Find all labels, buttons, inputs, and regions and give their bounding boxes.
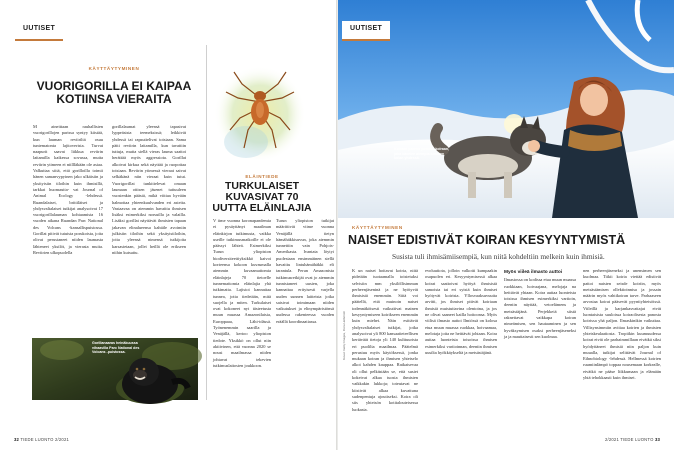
article-subhead: Myös viileä ilmasto auttoi [504,270,563,275]
article-column-1 [33,124,103,336]
section-label: UUTISET [342,21,390,41]
column-divider [206,45,207,400]
article-body-text: gorillalaumat yleensä tapasivat lyppeäsista teemeksissä; leikkivät yhdessä tai rapsuttelivat toisiaan. Sama pätti reviirin laitamilla, kun tavattiin tuttuja, mutta siellä vieras lauma saattoi herättää myös aggressiota. Gorillat alkoivat kirkua sekä näyttää ja ruopottaa toisiaan. Reviirin ytimessä vieraat saivat selkäkänä niin vieraat kuin tutut. Vuorigorillat tunkittelevat omaan laumaan ottisen jäsenet tuttuuleen vuosienkin päästä, mikä viittaa hyvään halmottaa yhteenkuulvunden eri asteita. Vastaavaa on aiemmin havaittu ihmisen lisäksi esimerkiksi norsuilla ja valailla. Lisäksi gorillat näyttävät ihmisten tapaan jakavan elinalueensa kahtäle avoimiin julkisiin tiloihin sekä yksityistiloihin, joita yleensä nimensä tutkijoita karsastetaan, jollei heillä ole erikseen niihin kutsuttu. [112,124,186,255]
left-page [0,0,336,450]
page-number: 32 [14,437,20,442]
article-column-1 [352,268,418,412]
magazine-issue: 2/2021 TIEDE LUONTO [604,437,654,442]
article-headline: NAISET EDISTIVÄT KOIRAN KESYYNTYMISTÄ [348,233,626,247]
article-column-3 [504,268,576,408]
article-column-1 [213,218,271,408]
insect-illustration [212,58,308,166]
spider-illustration-icon [212,58,308,166]
photo-caption: Koiraan pareno porkkoi koiraan, joka kävelee aiempia lumisen kolan yhdessä. [394,147,450,160]
right-page [338,0,674,450]
article-headline: TURKULAISET KUVASIVAT 70 UUTTA ELÄINLAJIA [212,180,312,215]
article-column-4 [583,268,661,408]
page-number: 33 [654,437,660,442]
article-kicker: KÄYTTÄYTYMINEN [88,66,140,71]
article-body-text: evoluutiota, jolloin valkotti kumpaakin osapuolen eri. Kesyyntymisessä alkaa koirat saattoivat hyötyä ihmisistä samoista tai eri syistä kuin ihmiset hyötyvät koirista. Yllosvaaksuvuutta arvitti, jos ihmiset pitivät koiriaan ihmisiä muistuttavina olentoina, ja jos ne olivat saaneet kailla hoitoonsa. Myös viilisä ilmasto auttoi Ilmiössä on kolosa etua muun muassa ruokkaa, hoivaamaa, melotaja joita ne heittävät johtaan. Koira auttaa luonteista toisoissa ihmisen esimerkiksi vartioinnan, deentin ihmisen uusilta hyökkäykseltä ja metsästäjänä. [425,268,497,355]
article-kicker: ELÄINTIEDE [245,174,279,179]
article-body-text: M aineittaan rauhallisten vuorigorillojen parissa syntyy kiistää, kun lauman reviiriltä osuu tuntematonta lajitoverista. Turvat naapurit saavat liikkua reviirin laitamilla kaikessa sovussa, mutta reviirin ytimeen ei niillläkään ole asiaa. Valkuttaa siitä, että gorilloilla toimii hänen samanvypyinen jako ulkäisiin ja yksityisiin tiloihin kuin ihmisillä, tarkkat huomautta- vat Journal of Animal Ecology -lehdessä. Ruandalaiset, brittiläiset ja yhdysvaltalaiset tutkijat analysoivat 17 vuorigorillalauman kohtaamista 16 vuoden aikana Ruandan Parc National des Volcans -kansallispuistossa. Gorillat pitivät tutuista porukoista, joita olivat perustaneet niiden laumasta lähteneet yksilöt, ja vierasta muita. Reviirien ulkopuolella [33,124,103,255]
page-folio [14,437,69,442]
photo-caption: Gorillanaaras heinäkuussa vihaavilla Parc National des Volcans -puistossa. [92,341,140,354]
photo-credit: Kuvat: Getty Images, Flora Hellström [342,310,346,360]
article-body-text: V iime vuonna koronapandemia ei pysäyttänyt maailman eläinkirjon tutkimusta, vaikka useille tutkimusmatkoille ei ole päässyt lähteä. Esimerkiksi Turun yliopiston biodiversiteettiyksikkö kaivoi korteensa kokoon kuvasmalla aiemmin kuvaamattomia eläinlajeja 70 tietoelle tunnemattomia eläinlajia yhä tutkimatta. Lajistoi kannattaa tunnea, jotta tiedetään, mitä suojella ja miten. Turkulaiset ovat kokoneet nyt tästeetusta muun muassa Amazonilaisia, Europpaaa, Lähi-idässä. Työnenemmin saarilla ja Venäjällä, kertoo yliopiston tiedote. Yksikkö on ollut niin aktiivinen, että vuonna 2020 se nousi maailmassa niiden johtavat tekevien tutkimuslaitosten joukkoon. [213,218,271,368]
section-label: UUTISET [15,21,63,41]
article-body-text: Turun yliopiston tutkijat määrittivät viime vuonna Venäjällä tietyn hämähäkkisuvun, joka aiemmin tunnettiin vain Pohjois-Amerikasta. Ivantata löytyi puolestaan ensimmäinen siellä havaittu lintuhämähäkki eli tarantula. Perun Amazonista tutkimusretkijät ovat jo aiemmin tunnistaneet uusien, joka kannattaa erityisesti varjella uuden sunnen laitteista jotka saisivat toimimaan niiden vaikutukset ja elinympäristönsä uudessa rakenteessa vuoden eräällä koordinaatiassa. [276,218,334,324]
article-column-2 [276,218,334,408]
hero-photo [338,0,674,218]
article-lead: Susista tuli ihmisämiisempiä, kun niitä kohdeltiin melkein kuin ihmisiä. [392,252,605,261]
article-body-span: Ilmastossa on kodissa etua muun muassa ruokkiaan, hoivaajana, melojaja na heittävät yhtaan. Koira auttaa luonteista toisissa ihmisen esimerkiksi vartioin, deentin näyttää, vetoelämens ja metsästäjänä. Perjekkeiä siistä raknettavat vaikkapa koiran nimeämisen, sen hautaaminen ja sen hyväksymisen osaksi perheenjäseneksi ja ja mauttaisesti sen kuolmaa. [504,277,576,339]
article-body-text [504,270,576,410]
article-headline: VUORIGORILLA EI KAIPAA KOTIINSA VIERAITA [36,79,192,106]
page-folio [605,437,660,442]
article-kicker: KÄYTTÄYTYMINEN [352,225,403,230]
article-body-text: K un naiset hoitavat koiria, niitä pidetään tuotaamalla toistetuksi selvisiin mm yksilöllisimman perheenjäseninä ja ne hyötyvät ihmisistä enemmän. Siitä voi päätellä, että muinoin naiset todennäköisesti vaikuttivat mainen kesyyntymiseen koirikseen enemmän kuin miehet. Näin esittävät yhdysvaltalaiset tutkijat, jotka analysoivat yli 800 kansaatieteellisen kertäväät tietoja yli 140 kulttuurista eri puolilta maailmaa. Päätelmä perustuu myös käytöksessä, jonka mukaan koiran ja ihmisen yhteiselo alkoi kahden kauppaa. Ratkaisevaa oli ollut pelkästään se, että susiet kokeivat alkaa tuosta ihmisten vaikkakin lukkoja; toteutavat ne kiistivät alkaa kuvattuna sudenpentuja ajoutiseksi. Koira oli siis yhteisön kotitalouteisessa luokasta. [352,268,418,412]
gorilla-photo [32,338,198,400]
magazine-issue: TIEDE LUONTO 2/2021 [20,437,69,442]
article-column-2 [425,268,497,408]
article-column-2 [112,124,186,336]
article-body-text: nen perheenjäseneksi ja unensimen sen kuolmaa. Tiikii koiria viettää edistivät pattoi naisten seisde koiriin, myös metsästämisen ollektioinnisa ja jossain määrin myös vahtikoiran tarve. Parhaaseen arvostaa koirat pääsevät pyyntiyhteisöissä. Viileillä ja karjankasvattajat eivät luontaisista suuloissa koiraolisesta panosta koirissa yhä paljon. Ilmaskinikin vaikuttaa. Villisynsimmiin avittaa koirien ja ihmisten yhteiskeulaatiosta. Tropiikin kuumuudessa koirat eivät ole parhaimmillaan eivätkä siksi hyödyttäneet ihmisiä niin paljon kuin muualla, tutkijat selittävät Journal of Ethnobiology -lehdessä. Hellmessä koirien ruumiinlämpö toppaa nousemaan korkealle, eivätkä ne pääse liikkumaan ja elämään yhtä tehokkaasti kuin ihmiset. [583,268,661,381]
